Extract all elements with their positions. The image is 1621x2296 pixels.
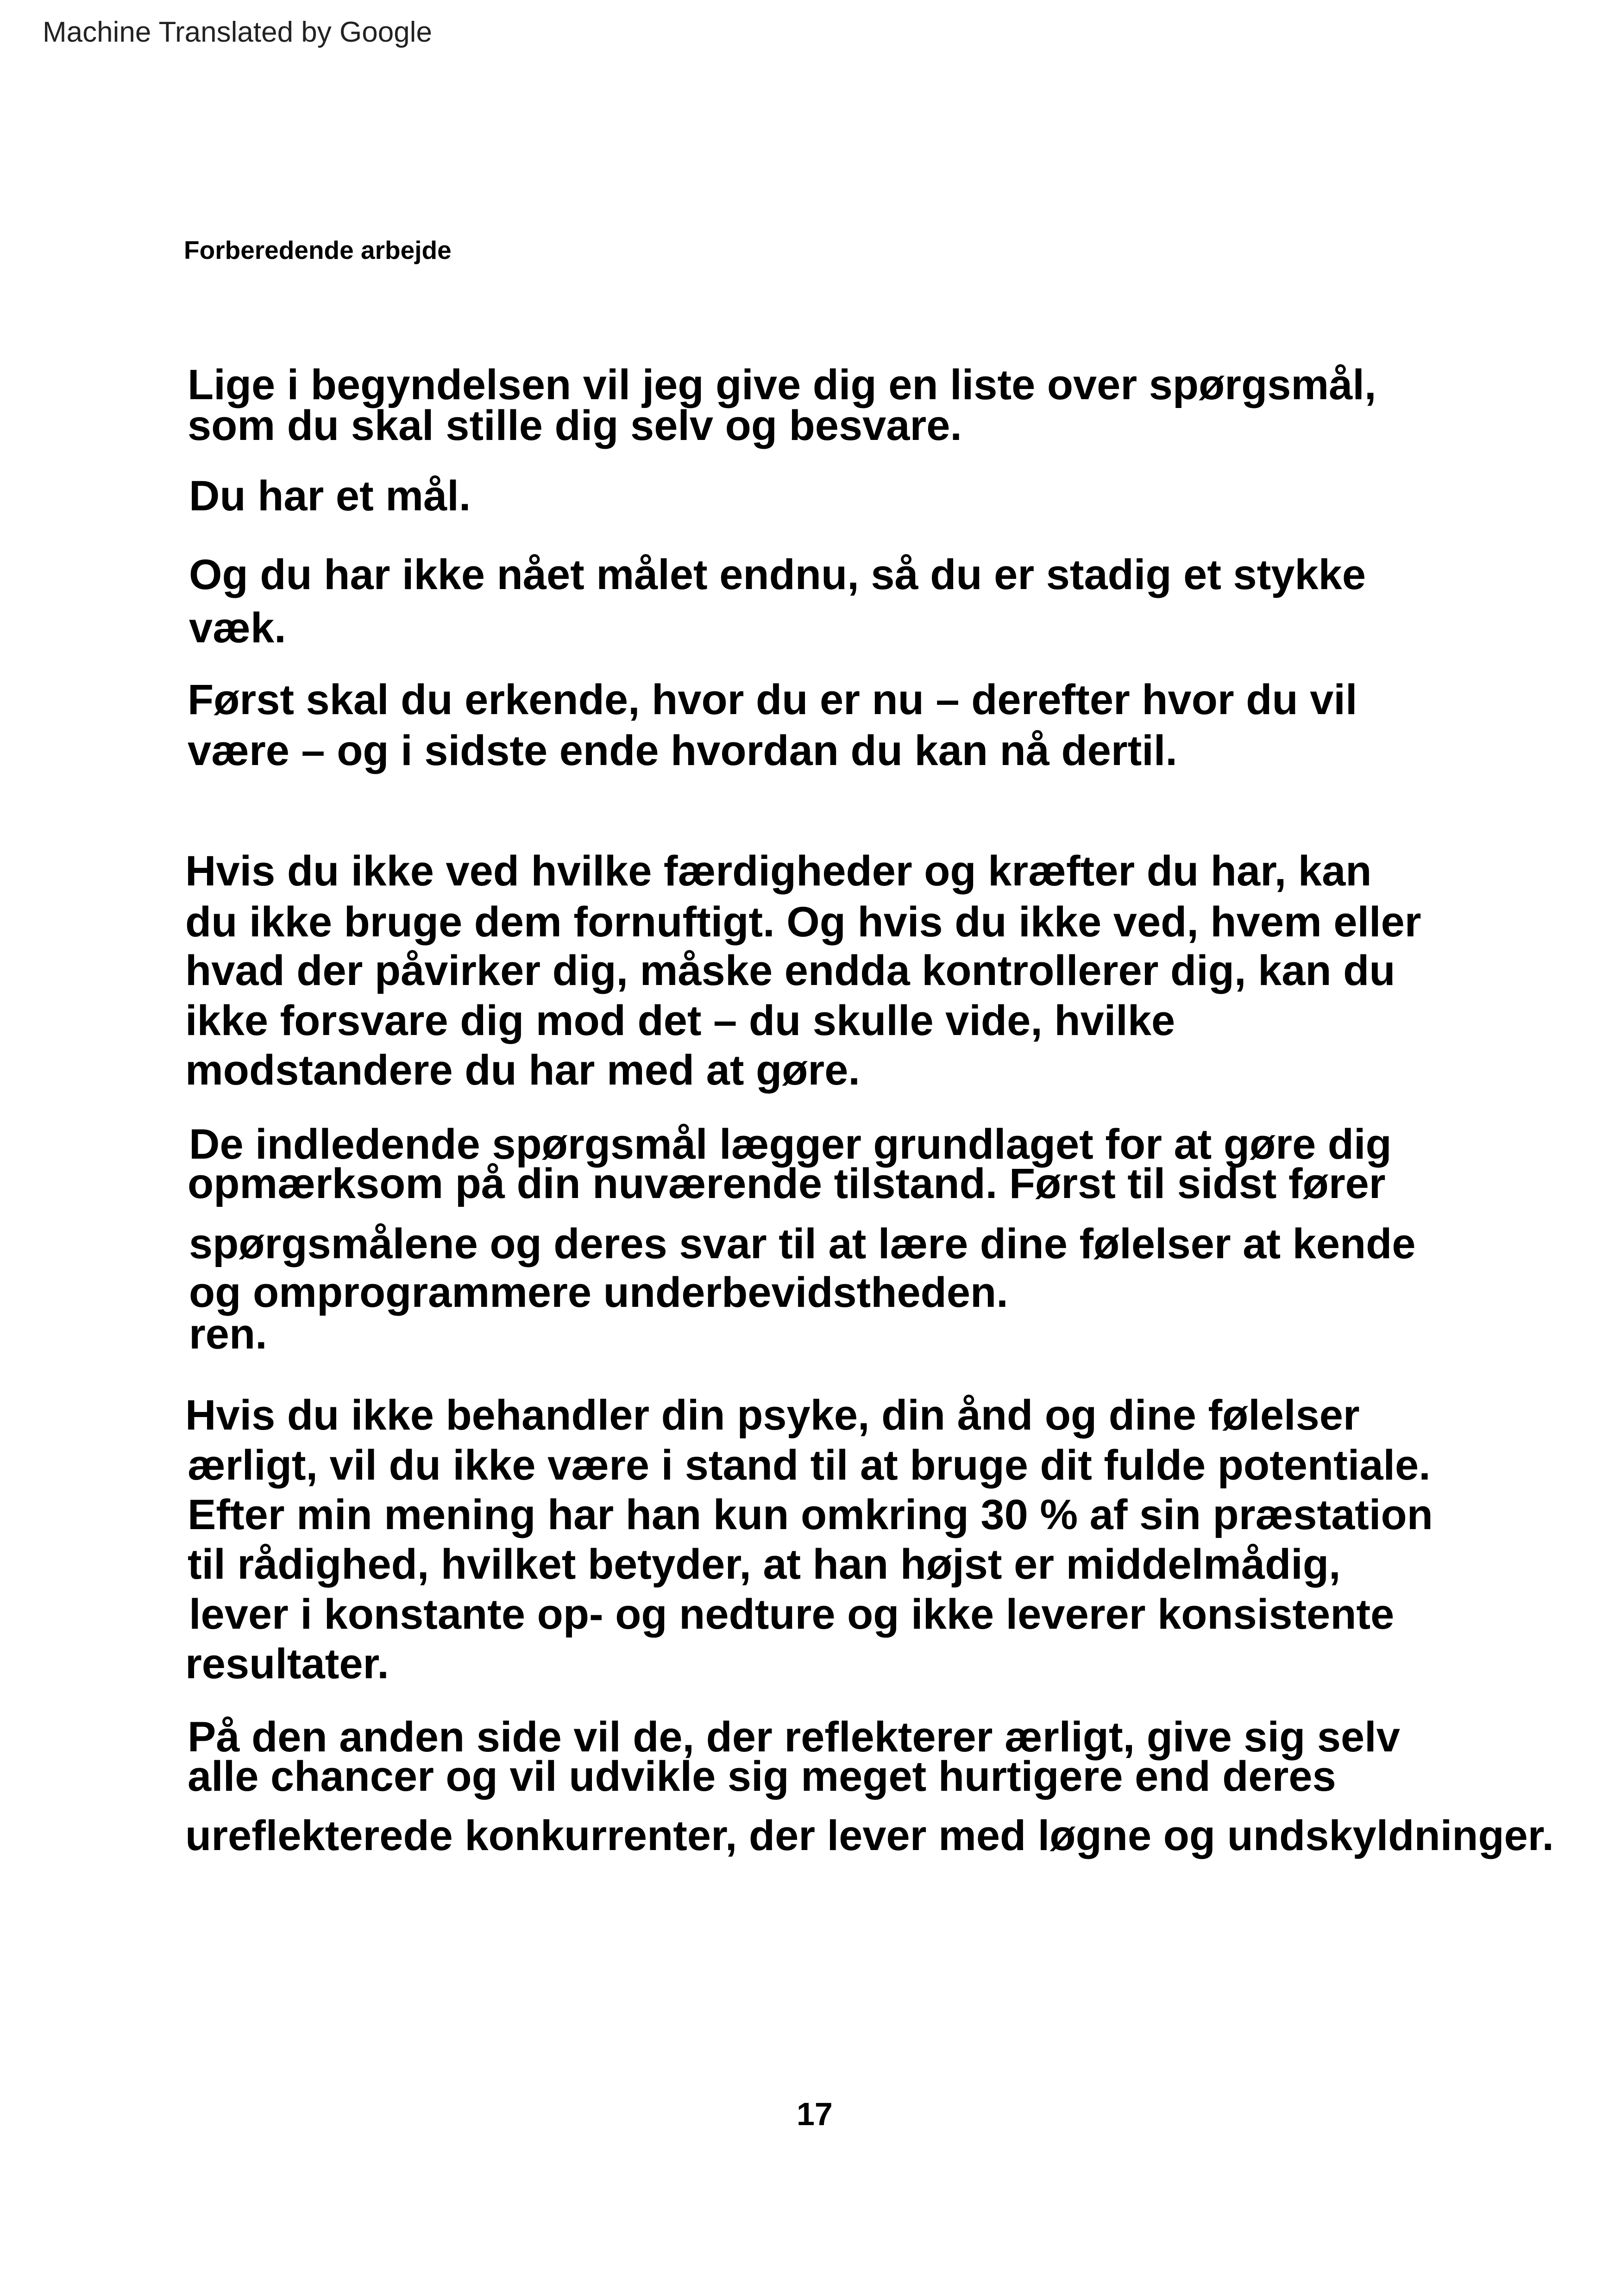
section-header: Forberedende arbejde [184,236,452,264]
page-number: 17 [797,2096,833,2132]
paragraph-7-line-4: til rådighed, hvilket betyder, at han højst er middelmådig, [188,1541,1341,1588]
paragraph-1-line-2: som du skal stille dig selv og besvare. [188,402,962,449]
paragraph-5-line-3: hvad der påvirker dig, måske endda kontrollerer dig, kan du [185,947,1395,994]
machine-translation-watermark: Machine Translated by Google [43,16,432,48]
paragraph-8-line-3: ureflekterede konkurrenter, der lever med løgne og undskyldninger. [185,1812,1554,1859]
paragraph-7-line-6: resultater. [185,1640,389,1687]
paragraph-4-line-1: Først skal du erkende, hvor du er nu – derefter hvor du vil [188,676,1357,723]
paragraph-6-line-3: spørgsmålene og deres svar til at lære dine følelser at kende [189,1220,1416,1267]
paragraph-1-line-1: Lige i begyndelsen vil jeg give dig en liste over spørgsmål, [188,361,1376,408]
paragraph-6-line-4: og omprogrammere underbevidstheden. [189,1269,1008,1316]
paragraph-4-line-2: være – og i sidste ende hvordan du kan nå dertil. [188,727,1177,774]
paragraph-5-line-5: modstandere du har med at gøre. [185,1047,860,1094]
paragraph-7-line-3: Efter min mening har han kun omkring 30 % af sin præstation [188,1491,1433,1538]
paragraph-6-line-5: ren. [189,1311,267,1358]
paragraph-5-line-2: du ikke bruge dem fornuftigt. Og hvis du ikke ved, hvem eller [185,898,1421,946]
paragraph-7-line-1: Hvis du ikke behandler din psyke, din ånd og dine følelser [185,1392,1360,1439]
paragraph-3-line-1: Og du har ikke nået målet endnu, så du er stadig et stykke [189,551,1366,598]
paragraph-5-line-1: Hvis du ikke ved hvilke færdigheder og kræfter du har, kan [185,847,1372,895]
paragraph-7-line-2: ærligt, vil du ikke være i stand til at bruge dit fulde potentiale. [188,1442,1431,1489]
paragraph-2-line-1: Du har et mål. [189,472,471,520]
paragraph-6-line-1: De indledende spørgsmål lægger grundlaget for at gøre dig [189,1121,1392,1168]
paragraph-8-line-1: På den anden side vil de, der reflekterer ærligt, give sig selv [188,1713,1400,1761]
paragraph-8-line-2: alle chancer og vil udvikle sig meget hurtigere end deres [188,1753,1336,1800]
paragraph-5-line-4: ikke forsvare dig mod det – du skulle vide, hvilke [185,997,1175,1044]
paragraph-7-line-5: lever i konstante op- og nedture og ikke leverer konsistente [189,1591,1395,1638]
paragraph-6-line-2: opmærksom på din nuværende tilstand. Først til sidst fører [188,1160,1386,1207]
paragraph-3-line-2: væk. [189,604,286,652]
